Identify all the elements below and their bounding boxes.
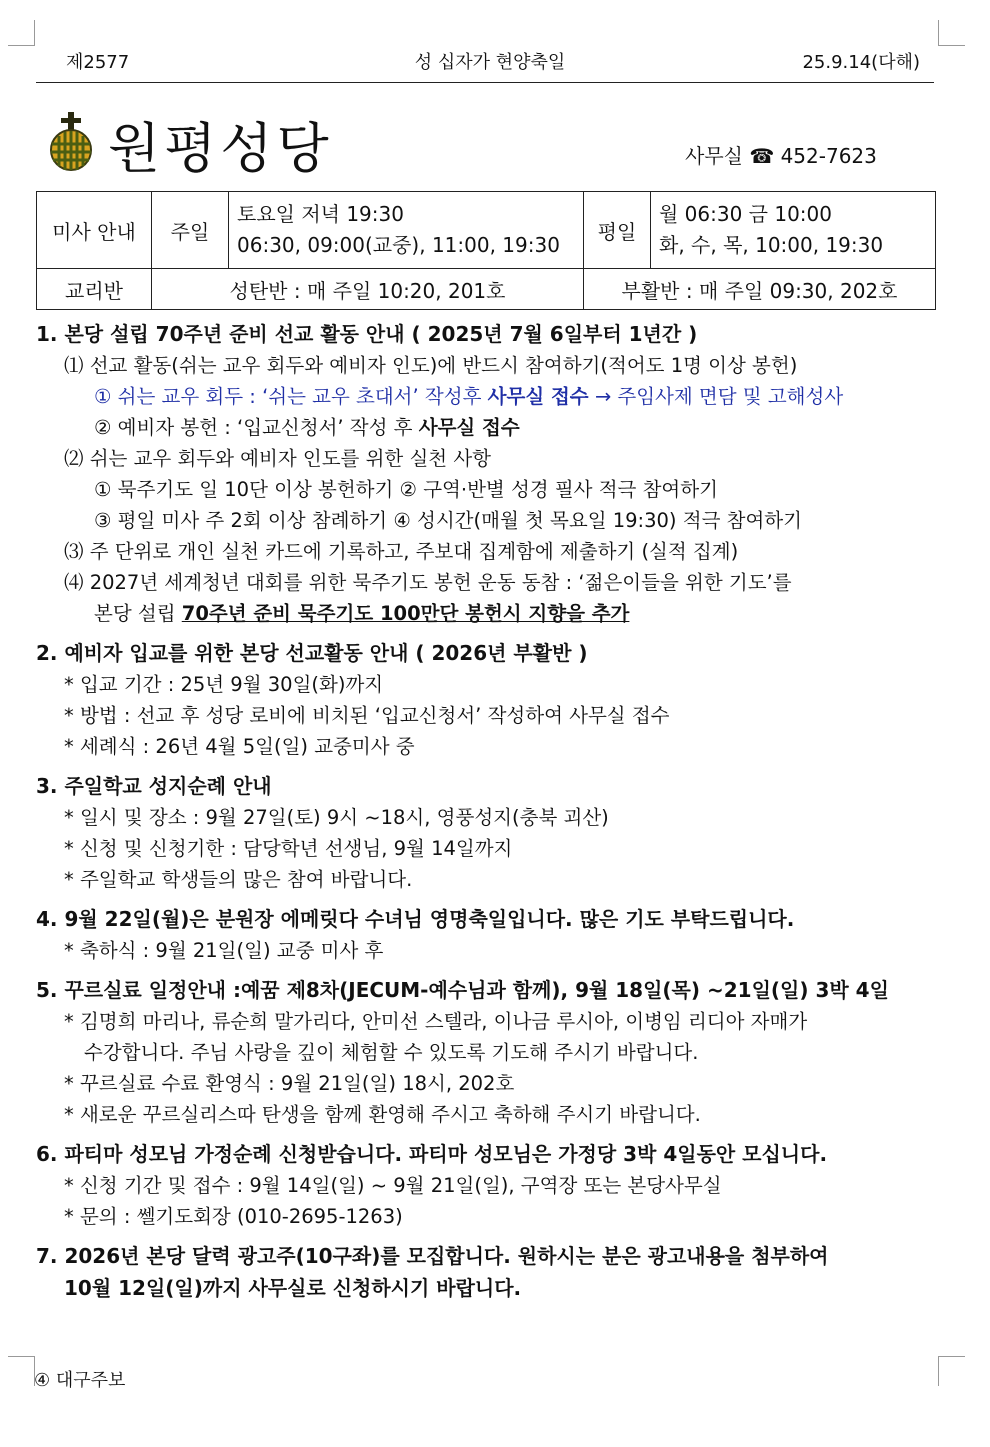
christmas-class: 성탄반 : 매 주일 10:20, 201호	[152, 269, 584, 310]
subitem-text: ② 예비자 봉헌 : ‘입교신청서’ 작성 후	[94, 416, 419, 439]
notice-7-title: 7. 2026년 본당 달력 광고주(10구좌)를 모집합니다. 원하시는 분은 광고내용을 첨부하여	[36, 1244, 829, 1268]
notice-2-item: * 방법 : 선교 후 성당 로비에 비치된 ‘입교신청서’ 작성하여 사무실 접수	[64, 704, 670, 727]
sunday-times-line2: 06:30, 09:00(교중), 11:00, 19:30	[237, 233, 560, 257]
weekday-label: 평일	[584, 192, 651, 269]
notice-6-item: * 문의 : 쎌기도회장 (010-2695-1263)	[64, 1205, 403, 1228]
catechism-label: 교리반	[37, 269, 152, 310]
weekday-times-line1: 월 06:30 금 10:00	[659, 202, 832, 226]
notice-1-item: ⑴ 선교 활동(쉬는 교우 회두와 예비자 인도)에 반드시 참여하기(적어도 1명 이상 봉헌)	[64, 354, 798, 377]
notice-5-title: 5. 꾸르실료 일정안내 :예꿈 제8차(JECUM-예수님과 함께), 9월 18일(목) ~21일(일) 3박 4일	[36, 978, 889, 1002]
notice-5-item-continued: 수강합니다. 주님 사랑을 깊이 체험할 수 있도록 기도해 주시기 바랍니다.	[84, 1041, 699, 1064]
crop-mark	[8, 45, 34, 46]
crop-mark	[939, 1356, 965, 1357]
notice-1-item: ⑷ 2027년 세계청년 대회를 위한 묵주기도 봉헌 운동 동참 : ‘젊은이들을 위한 기도’를	[64, 571, 792, 594]
notice-2-title: 2. 예비자 입교를 위한 본당 선교활동 안내 ( 2026년 부활반 )	[36, 641, 588, 665]
notice-2-item: * 입교 기간 : 25년 9월 30일(화)까지	[64, 673, 384, 696]
page-footer: ④ 대구주보	[34, 1370, 126, 1391]
notice-3-item: * 주일학교 학생들의 많은 참여 바랍니다.	[64, 868, 413, 891]
notice-3-item: * 일시 및 장소 : 9월 27일(토) 9시 ~18시, 영풍성지(충북 괴산)	[64, 806, 609, 829]
notice-1-subitem: ① 묵주기도 일 10단 이상 봉헌하기 ② 구역·반별 성경 필사 적극 참여하기	[94, 478, 718, 501]
notice-6-title: 6. 파티마 성모님 가정순례 신청받습니다. 파티마 성모님은 가정당 3박 4일동안 모십니다.	[36, 1142, 828, 1166]
header-divider	[36, 82, 934, 83]
crop-mark	[938, 1356, 939, 1386]
notice-4-title: 4. 9월 22일(월)은 분원장 에메릿다 수녀님 영명축일입니다. 많은 기도 부탁드립니다.	[36, 907, 795, 931]
weekday-times-line2: 화, 수, 목, 10:00, 19:30	[659, 233, 884, 257]
issue-date: 25.9.14(다해)	[802, 52, 920, 73]
notice-7-title-continued: 10월 12일(일)까지 사무실로 신청하시기 바랍니다.	[64, 1276, 522, 1300]
parish-name: 원평성당	[108, 117, 333, 180]
notice-5-item: * 김명희 마리나, 류순희 말가리다, 안미선 스텔라, 이나금 루시아, 이병임 리디아 자매가	[64, 1010, 808, 1033]
notice-1-subitem	[36, 412, 936, 443]
notice-1-subitem: ③ 평일 미사 주 2회 이상 참례하기 ④ 성시간(매월 첫 목요일 19:30) 적극 참여하기	[94, 509, 802, 532]
notice-3-title: 3. 주일학교 성지순례 안내	[36, 774, 272, 798]
notice-1-item: ⑵ 쉬는 교우 회두와 예비자 인도를 위한 실천 사항	[64, 447, 491, 470]
notice-1-subitem	[36, 381, 936, 412]
notice-6-item: * 신청 기간 및 접수 : 9월 14일(일) ~ 9월 21일(일), 구역장 또는 본당사무실	[64, 1174, 722, 1197]
cross-church-logo-icon	[42, 112, 100, 172]
notice-5-item: * 꾸르실료 수료 환영식 : 9월 21일(일) 18시, 202호	[64, 1072, 515, 1095]
issue-number: 제2577	[66, 52, 130, 73]
notice-1-item: ⑶ 주 단위로 개인 실천 카드에 기록하고, 주보대 집계함에 제출하기 (실적 집계)	[64, 540, 739, 563]
notice-2-item: * 세례식 : 26년 4월 5일(일) 교중미사 중	[64, 735, 415, 758]
notice-3-item: * 신청 및 신청기한 : 담당학년 선생님, 9월 14일까지	[64, 837, 513, 860]
bulletin-header	[60, 48, 920, 74]
sunday-times-line1: 토요일 저녁 19:30	[237, 202, 404, 226]
notice-1-title: 1. 본당 설립 70주년 준비 선교 활동 안내 ( 2025년 7월 6일부터 1년간 )	[36, 322, 698, 346]
weekday-times	[651, 192, 936, 269]
subitem-text: → 주임사제 면담 및 고해성사	[588, 385, 844, 408]
mass-schedule-table	[36, 191, 936, 310]
notices	[36, 318, 936, 1304]
feast-title: 성 십자가 현양축일	[414, 52, 566, 73]
subitem-emphasis: 사무실 접수	[418, 416, 520, 439]
office-phone: 사무실 ☎ 452-7623	[685, 144, 877, 168]
crop-mark	[938, 20, 939, 46]
notice-5-item: * 새로운 꾸르실리스따 탄생을 함께 환영해 주시고 축하해 주시기 바랍니다.	[64, 1103, 701, 1126]
sunday-label: 주일	[152, 192, 229, 269]
item-underlined: 70주년 준비 묵주기도 100만단 봉헌시 지향을 추가	[181, 602, 630, 625]
sunday-times	[229, 192, 584, 269]
notice-1-item-continued	[36, 598, 936, 629]
crop-mark	[34, 20, 35, 46]
subitem-text: ① 쉬는 교우 회두 : ‘쉬는 교우 초대서’ 작성후	[94, 385, 488, 408]
subitem-emphasis: 사무실 접수	[487, 385, 589, 408]
mass-label: 미사 안내	[37, 192, 152, 269]
crop-mark	[8, 1356, 34, 1357]
item-text: 본당 설립	[94, 602, 182, 625]
crop-mark	[939, 45, 965, 46]
notice-4-item: * 축하식 : 9월 21일(일) 교중 미사 후	[64, 939, 384, 962]
easter-class: 부활반 : 매 주일 09:30, 202호	[584, 269, 936, 310]
